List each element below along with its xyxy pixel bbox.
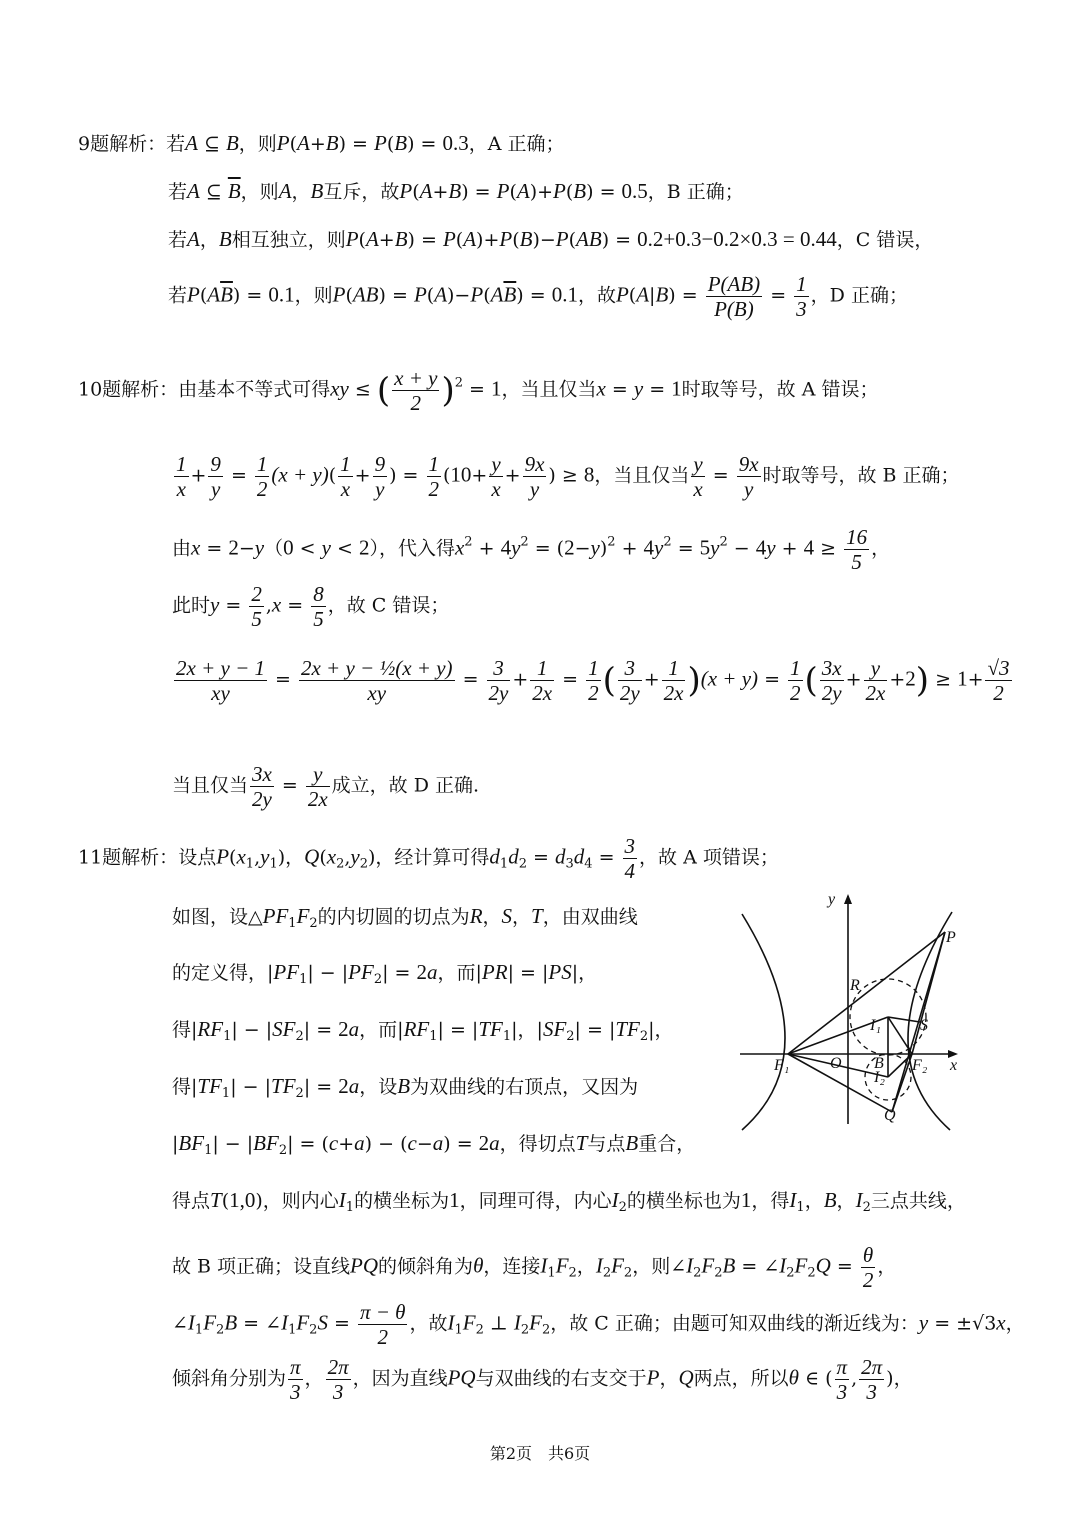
page-footer: 第2页 共6页: [489, 1444, 591, 1463]
label-F2: F₂: [912, 1057, 928, 1074]
q9-line-4: 若$P(A\overline{B}) = 0.1$，则$P(AB) = P(A)-P(A\overline{B}) = 0.1$，故P(A|B) = $\frac{P(AB)}{P(B)}$ = $\frac{1}{3}$ ，D 正确；: [168, 272, 908, 322]
label-I2: I₂: [874, 1069, 885, 1086]
q9-line-1: 9题解析：若A ⊆ B，则P(A+B) = P(B) = 0.3，A 正确；: [78, 131, 565, 155]
label-R: R: [850, 977, 860, 994]
q11-line-7: 得点T(1,0)，则内心$I_1$的横坐标为1，同理可得，内心$I_2$的横坐标也为1，得$I_1$，B，$I_2$三点共线，: [172, 1188, 966, 1215]
label-I1: I₁: [870, 1017, 881, 1034]
q11-line-10: 倾斜角分别为 $\frac{\pi}{3}$ ， $\frac{2\pi}{3}$ ，因为直线PQ与双曲线的右支交于P，Q两点，所以θ ∈ ( $\frac{\pi}{3}$ , $\frac{2\pi}{3}$ )，: [172, 1355, 913, 1405]
label-O: O: [830, 1055, 842, 1072]
q11-line-6: $|BF_1| - |BF_2| = (c+a) - (c-a) = 2a$，得切点T与点B重合，: [172, 1131, 696, 1158]
label-S: S: [920, 1017, 928, 1034]
q10-line-6: 当且仅当 $\frac{3x}{2y}$ = $\frac{y}{2x}$ 成立，故 D 正确.: [172, 762, 480, 812]
q10-line-2: $\frac{1}{x}$ + $\frac{9}{y}$ = $\frac{1}{2}$ (x + y)( $\frac{1}{x}$ + $\frac{9}{y}$ ) = $\frac{1}{2}$ (10+ $\frac{y}{x}$ + $\frac{9x}{y}$ ) ≥ 8，当且仅当 $\frac{y}{x}$ = $\frac{9x}{y}$ 时取等号，故 B 正确；: [176, 452, 960, 502]
q11-line-1: 11题解析：设点$P(x_1,y_1)$，$Q(x_2,y_2)$，经计算可得$d_1d_2 = d_3d_4$ = $\frac{3}{4}$ ，故 A 项错误；: [78, 834, 779, 884]
label-x: x: [950, 1057, 958, 1074]
q10-line-3: 由x = 2−y（0 < y < 2），代入得$x^2 + 4y^2 = (2-y)^2 + 4y^2 = 5y^2 - 4y + 4$ ≥ $\frac{16}{5}$ ，: [172, 525, 891, 575]
q11-label: 11题解析：: [78, 846, 179, 869]
hyperbola-left-branch: [742, 914, 785, 1130]
q11-line-8: 故 B 项正确；设直线PQ的倾斜角为θ，连接$I_1F_2$，$I_2F_2$，则$\angle I_2F_2B$ = $\angle I_2F_2Q$ = $\frac{\theta}{2}$ ，: [172, 1243, 897, 1293]
label-F1: F₁: [774, 1057, 790, 1074]
q11-line-9: $\angle I_1F_2B$ = $\angle I_1F_2S$ = $\frac{\pi - \theta}{2}$ ，故$I_1F_2$ ⊥ $I_2F_2$，故 C 正确；由题可知双曲线的渐近线为：y = ±√3x，: [172, 1300, 1025, 1350]
label-y: y: [828, 891, 836, 908]
q10-label: 10题解析：: [78, 378, 179, 401]
q9-line-2: 若A ⊆ $\overline{B}$，则A，B互斥，故P(A+B) = P(A)+P(B) = 0.5，B 正确；: [168, 179, 744, 203]
label-P: P: [946, 929, 956, 946]
q9-label: 9题解析：: [78, 133, 167, 155]
q11-line-5: 得$|TF_1| - |TF_2| = 2a$，设B为双曲线的右顶点，又因为: [172, 1074, 639, 1101]
label-B: B: [874, 1055, 884, 1072]
q10-line-4: 此时y = $\frac{2}{5}$ ,x = $\frac{8}{5}$ ，故 C 错误；: [172, 582, 450, 632]
q11-line-3: 的定义得，$|PF_1| - |PF_2| = 2a$，而|PR| = |PS|，: [172, 960, 598, 987]
q10-line-1: 10题解析：由基本不等式可得xy ≤ ( $\frac{x + y}{2}$ )$^2$ = 1，当且仅当x = y = 1时取等号，故 A 错误；: [78, 366, 879, 416]
q11-line-2: 如图，设$\triangle PF_1F_2$的内切圆的切点为R，S，T，由双曲线: [172, 904, 638, 931]
q10-line-5: $\frac{2x + y - 1}{xy}$ = $\frac{\text{2x + y − ½(x + y)}}{xy}$ = $\frac{3}{2y}$ + $\frac{1}{2x}$ = $\frac{1}{2}$ ( $\frac{3}{2y}$ + $\frac{1}{2x}$ )(x + y) = $\frac{1}{2}$ ( $\frac{3x}{2y}$ + $\frac{y}{2x}$ +2) ≥ 1+ $\frac{√3}{2}$: [176, 656, 1010, 706]
q9-line-3: 若A，B相互独立，则P(A+B) = P(A)+P(B)−P(AB) = 0.2+0.3−0.2×0.3 = 0.44，C 错误，: [168, 227, 934, 251]
label-Q: Q: [884, 1107, 896, 1124]
hyperbola-figure: [730, 882, 980, 1132]
q11-line-4: 得$|RF_1| - |SF_2| = 2a$，而$|RF_1| = |TF_1|$，$|SF_2| = |TF_2|$，: [172, 1017, 674, 1044]
